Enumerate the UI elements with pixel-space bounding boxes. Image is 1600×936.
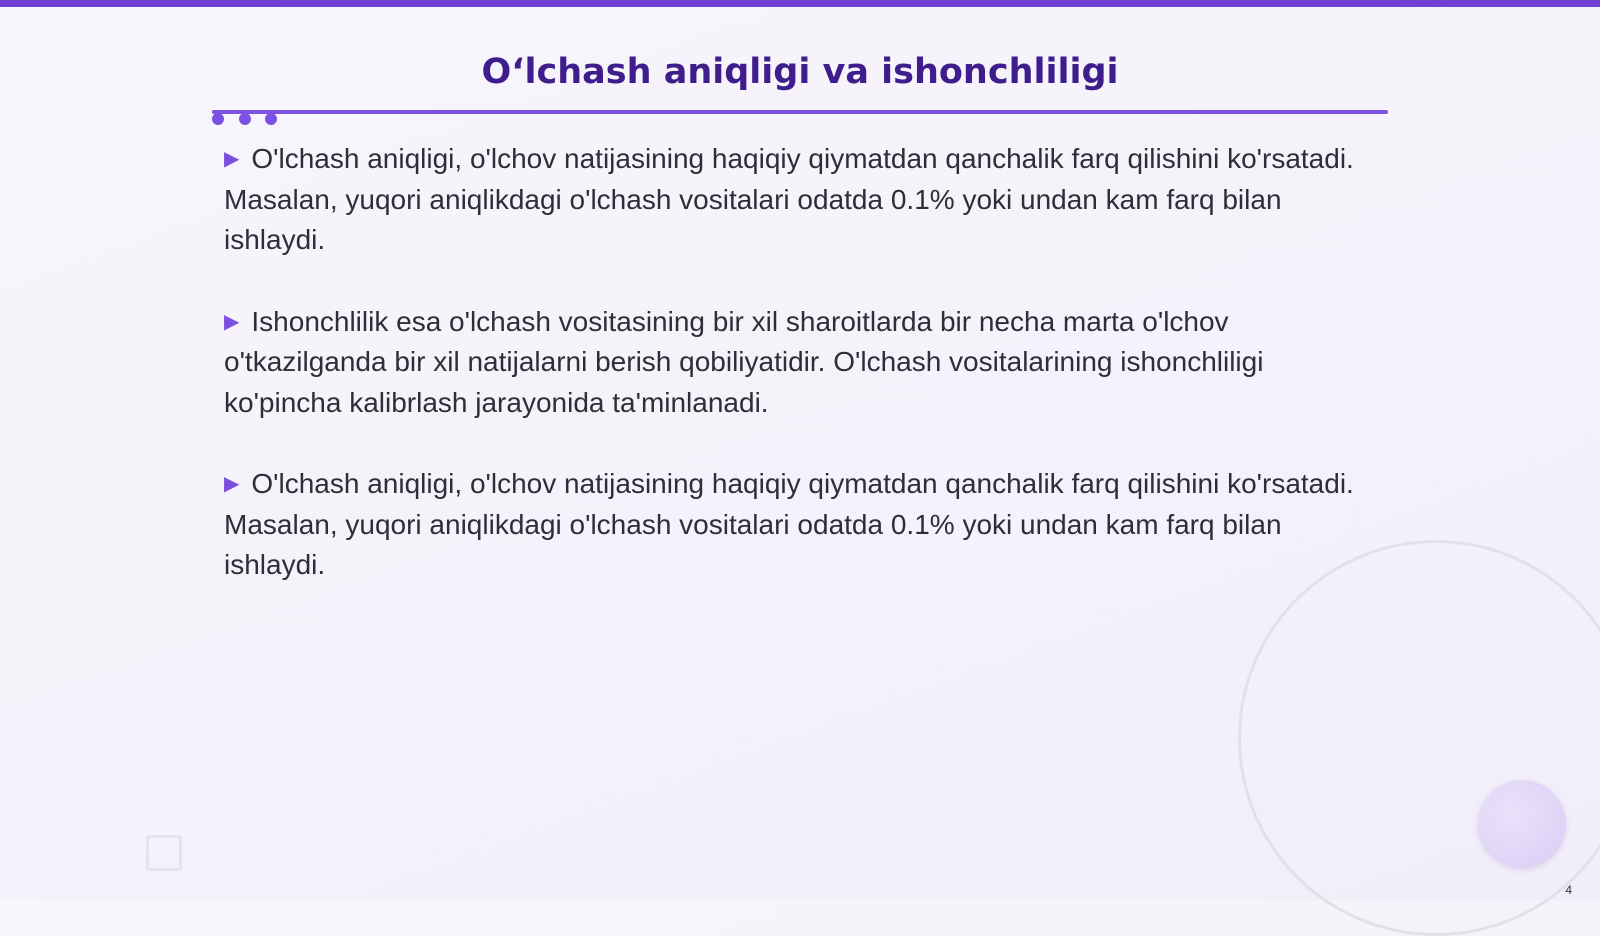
underline-dot: [239, 113, 251, 125]
decorative-circle: [1478, 780, 1566, 868]
bullet-text: O'lchash aniqligi, o'lchov natijasining haqiqiy qiymatdan qanchalik farq qilishini ko'rsatadi. Masalan, yuqori aniqlikdagi o'lchash vositalari odatda 0.1% yoki undan kam farq bilan ishlaydi.: [224, 468, 1354, 580]
underline-dot: [212, 113, 224, 125]
bullet-text: Ishonchlilik esa o'lchash vositasining bir xil sharoitlarda bir necha marta o'lchov o'tkazilganda bir xil natijalarni berish qobiliyatidir. O'lchash vositalarining ishonchliligi ko'pincha kalibrlash jarayonida ta'minlanadi.: [224, 305, 1264, 418]
underline-dot: [265, 113, 277, 125]
play-arrow-icon: ▶: [224, 310, 240, 333]
slide-title: O‘lchash aniqligi va ishonchliligi: [481, 52, 1119, 92]
top-accent-bar: [0, 0, 1600, 7]
decorative-square: [146, 835, 182, 871]
bullet-list: [224, 139, 1384, 627]
bullet-item: [224, 302, 1384, 424]
bullet-item: [224, 139, 1384, 261]
play-arrow-icon: ▶: [224, 473, 240, 495]
page-number: 4: [1565, 883, 1572, 897]
bullet-text: O'lchash aniqligi, o'lchov natijasining haqiqiy qiymatdan qanchalik farq qilishini ko'rsatadi. Masalan, yuqori aniqlikdagi o'lchash vositalari odatda 0.1% yoki undan kam farq bilan ishlaydi.: [224, 143, 1354, 255]
bullet-item: [224, 464, 1384, 586]
title-underline: [212, 110, 1388, 114]
play-arrow-icon: ▶: [224, 148, 240, 170]
